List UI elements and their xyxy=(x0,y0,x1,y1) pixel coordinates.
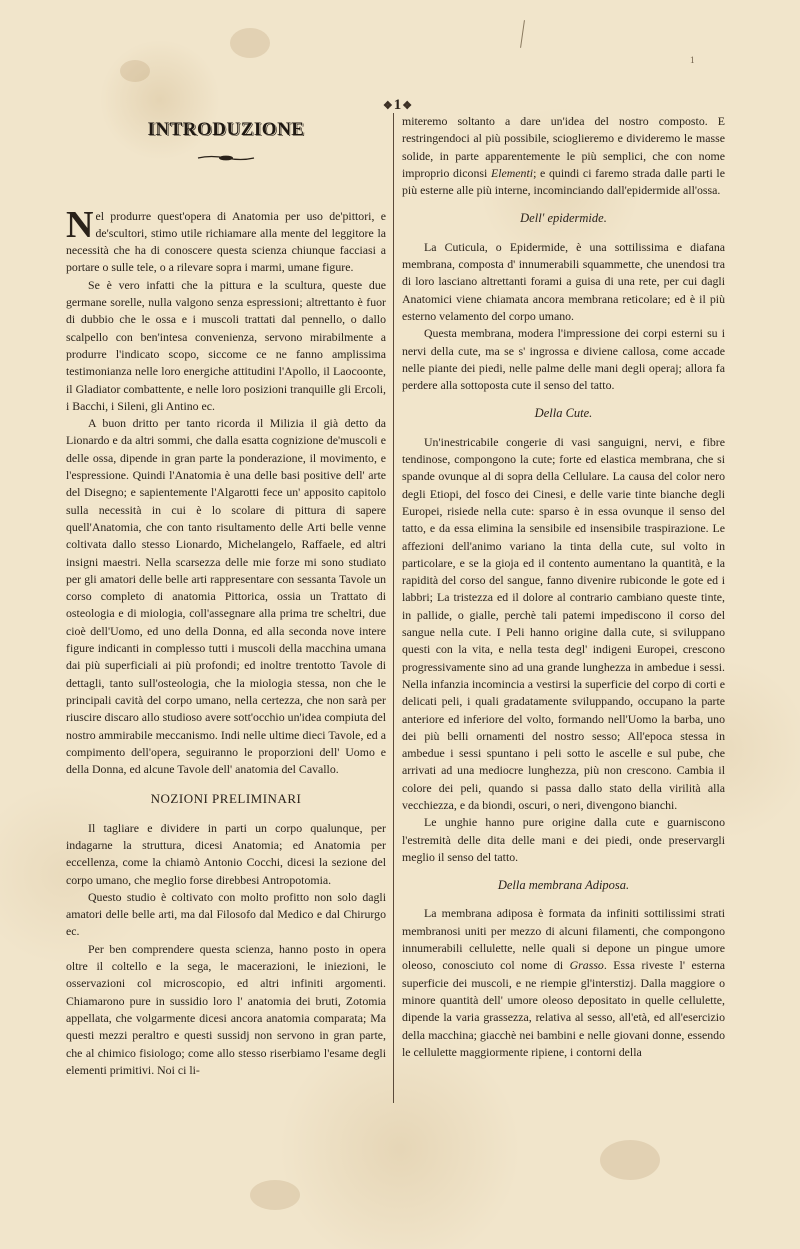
adiposa-text: La membrana adiposa è formata da infiniti sottilissimi strati membranosi uniti per mezzo di alcuni filamenti, che compongono innumerabili cellulette, nelle quali si depone un pingue umore oleoso, conosciuto col nome di xyxy=(402,906,725,973)
body-paragraph: Per ben comprendere questa scienza, hanno posto in opera oltre il coltello e la sega, le macerazioni, le iniezioni, le osservazioni col microscopio, ed altri infiniti argomenti. Chiamarono pure in sussidio loro l' anatomia dei bruti, Zotomia appellata, che volgarmente dicesi ancora anatomia comparata; Ma questi mezzi peraltro e questi sussidj non servono in gran parte, che al chimico fisiologo; come allo stesso riserbiamo l'esame degli elementi primitivi. Noi ci li- xyxy=(66,941,386,1077)
page-title: INTRODUZIONE xyxy=(147,119,305,140)
ornament-right-icon: ❖ xyxy=(402,100,414,112)
flourish-ornament-icon xyxy=(66,150,386,167)
page-number xyxy=(368,97,428,114)
paper-stain xyxy=(250,1180,300,1210)
subheading-epidermide: Dell' epidermide. xyxy=(520,211,607,226)
column-divider xyxy=(393,113,394,1103)
left-column xyxy=(66,113,386,1079)
subheading-adiposa: Della membrana Adiposa. xyxy=(497,878,630,893)
body-paragraph: Questa membrana, modera l'impressione dei corpi esterni su i nervi della cute, ma se s' ingrossa e diviene callosa, come accade nelle piante dei piedi, nelle palme delle mani degli operaj; allora fa perdere alla sottoposta cute il senso del tatto. xyxy=(402,326,725,393)
body-paragraph: Le unghie hanno pure origine dalla cute e guarniscono l'estremità delle dita delle mani e dei piedi, onde preservargli meglio il senso del tatto. xyxy=(402,815,725,864)
body-paragraph: Questo studio è coltivato con molto profitto non solo dagli amatori delle belle arti, ma dal Filosofo dal Medico e dal Chirurgo ec. xyxy=(66,889,386,939)
continued-text: miteremo soltanto a dare un'idea del nostro composto. E restringendoci al più possibile, scioglieremo e divideremo le masse solide, in parte apparentemente le più semplici, che con nome improprio diconsi xyxy=(402,114,725,180)
body-paragraph: A buon dritto per tanto ricorda il Milizia il già detto da Lionardo e da altri sommi, che dalla esatta cognizione de'muscoli e delle ossa, dipende in gran parte la ponderazione, il movimento, e l'espressione. Quindi l'Anatomia è una delle basi positive dell' arte del Disegno; e sapientemente l'Algarotti fece un' apposito capitolo sulla necessità in cui è lo scolare di pittura di sapere quell'Anatomia, che con tanto risultamento delle Arti belle venne coltivata dallo stesso Lionardo, Michelangelo, Raffaele, ed altri insigni maestri. Nella scarsezza delle mie forze mi sono studiato per gli amatori delle belle arti rappresentare con sessanta Tavole un corso completo di anatomia Pittorica, ossia un Trattato di osteologia e di miologia, coll'assegnare alla prima tre scheltri, due cioè dell'Uomo, ed uno della Donna, ed alla seconda nove intere figure indicanti in complesso tutti i muscoli della macchina umana dai più superficiali ai più profondi; ed inoltre trentotto Tavole di dettagli, tanto sull'osteologia, che la miologia stessa, non che le principali cavità del corpo umano, nella certezza, che non sarà per riuscire discaro allo studioso avere sott'occhio un'idea compiuta del nostro ammirabile meccanismo. Indi nelle ultime dieci Tavole, ed a compimento dell'opera, seguiranno le proporzioni dell' Uomo e della Donna, ed alcune Tavole dell' anatomia del Cavallo. xyxy=(66,416,386,777)
emphasis-text: Grasso xyxy=(569,958,604,973)
page-number-value: 1 xyxy=(393,97,403,113)
body-paragraph: Un'inestricabile congerie di vasi sanguigni, nervi, e fibre tendinose, compongono la cute; forte ed elastica membrana, che si spande ovunque al di sopra della Cellulare. La causa del color nero degli Etiopi, del fosco dei Cinesi, e delle varie tinte bianche degli Europei, risiede nella cute: sparso è in essa ovunque il senso del tatto, e da essa elimina la sensibile ed insensibile traspirazione. Le affezioni dell'animo variano la tinta della cute, sul volto in particolare, e se la gioja ed il contento aumentano la quantità, e la rapidità del corso del sangue, fanno divenire rubiconde le gote ed i labbri; La tristezza ed il dolore al contrario cambiano queste tinte, in pallide, o gialle, perchè tali patemi impediscono il corso del sangue nella cute. I Peli hanno origine dalla cute, si sviluppano questi con la vita, e nella testa degl' indigeni Europei, crescono progressivamente sino ad una grande lunghezza in ambedue i sessi. Nella infanzia incomincia a vestirsi la superficie del corpo di corti e delicati peli, i quali gradatamente sviluppando, occupano la parte anteriore ed inferiore del volto, formando nell'Uomo la barba, uno dei più belli ornamenti del nostro sesso; All'epoca stessa in ambedue i sessi spuntano i peli sotto le ascelle e sul pube, che arrivati ad una mediocre lunghezza, più non crescono. Cambia il colore dei peli, quando si passa dallo stato della virilità alla vecchiezza, e da biondi, oscuri, o neri, divengono bianchi. xyxy=(402,434,725,812)
continued-paragraph xyxy=(402,113,725,199)
section-title: NOZIONI PRELIMINARI xyxy=(150,791,302,807)
intro-paragraph-text: el produrre quest'opera di Anatomia per uso de'pittori, e de'scultori, stimo utile richiamare alla mente del leggitore la necessità che ha di conoscere questa scienza chiunque facciasi a portare o sulle tele, o a rilevare sopra i marmi, umane figure. xyxy=(66,208,386,275)
subheading-cute: Della Cute. xyxy=(534,406,593,421)
paper-stain xyxy=(120,60,150,82)
emphasis-text: Elementi xyxy=(490,165,534,180)
pencil-mark xyxy=(520,20,525,48)
corner-mark: 1 xyxy=(690,55,695,65)
continued-text: ; e quindi ci faremo strada dalle parti le più esterne alle più interne, incominciando dall'epidermide all'ossa. xyxy=(402,165,725,198)
ornament-left-icon: ❖ xyxy=(382,100,394,112)
adiposa-text: . Essa riveste l' esterna superficie dei muscoli, e ne riempie gl'interstizj. Dalla maggiore o minore quantità dell' umore oleoso depositato in quelle cellulette, dipende la varia grassezza, relativa al sesso, all'età, ed all'esercizio della macchina; giacchè nei bambini e nelle giovani donne, essendo le cellulette maggiormente ripiene, i contorni della xyxy=(402,958,726,1059)
paper-stain xyxy=(230,28,270,58)
intro-paragraph xyxy=(66,203,386,277)
body-paragraph xyxy=(402,905,725,1061)
right-column xyxy=(402,113,725,1061)
body-paragraph: La Cuticula, o Epidermide, è una sottilissima e diafana membrana, composta d' innumerabili squammette, che unendosi tra di loro lasciano altrettanti forami a guisa di una rete, per cui dagli Anatomici viene chiamata ancora membrana reticolare; ed è il più esterno velamento del corpo umano. xyxy=(402,239,725,323)
body-paragraph: Se è vero infatti che la pittura e la scultura, queste due germane sorelle, nulla valgono senza espressioni; altrettanto è fuor di dubbio che le ossa e i muscoli trattati dal pennello, o dallo scalpello con ben'intesa convenienza, servono mirabilmente a produrre l'indicato scopo, siccome ce ne fanno amplissima testimonianza nelle loro energiche attitudini l'Apollo, il Laocoonte, il Gladiator combattente, e nelle loro posizioni tranquille gli Ercoli, i Bacchi, i Sileni, gli Antino ec. xyxy=(66,277,386,413)
body-paragraph: Il tagliare e dividere in parti un corpo qualunque, per indagarne la struttura, dicesi Anatomia; ed Anatomia per eccellenza, come la chiamò Antonio Cocchi, dicesi la sezione del corpo umano, che meglio forse direbbesi Antropotomia. xyxy=(66,820,386,887)
paper-stain xyxy=(600,1140,660,1180)
drop-cap: N xyxy=(66,203,94,246)
